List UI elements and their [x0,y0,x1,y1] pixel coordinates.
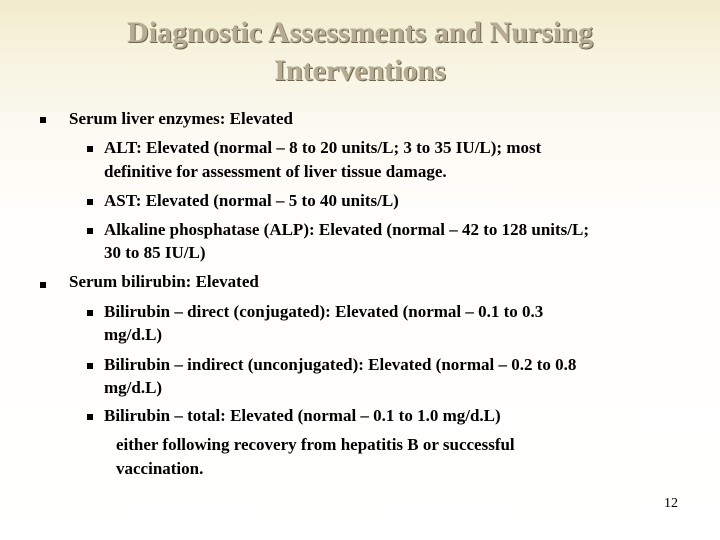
bullet-square-icon [87,310,93,316]
subitem-alt-line-2: definitive for assessment of liver tissue damage. [104,162,447,181]
bullet-square-icon [40,282,46,288]
bullet-item-liver-enzymes: Serum liver enzymes: Elevated [69,109,293,128]
bullet-square-icon [40,117,46,123]
page-number: 12 [664,496,678,511]
bullet-square-icon [87,146,93,152]
bullet-square-icon [87,414,93,420]
bullet-square-icon [87,228,93,234]
trailing-text-line-2: vaccination. [116,459,204,478]
subitem-indirect-line-2: mg/d.L) [104,378,163,397]
bullet-item-bilirubin: Serum bilirubin: Elevated [69,272,259,291]
bullet-square-icon [87,199,93,205]
subitem-direct-line-1: Bilirubin – direct (conjugated): Elevated (normal – 0.1 to 0.3 [104,302,544,321]
slide-title-line-2: Interventions [274,54,446,87]
subitem-direct-line-2: mg/d.L) [104,325,163,344]
subitem-total: Bilirubin – total: Elevated (normal – 0.1 to 1.0 mg/d.L) [104,406,501,425]
subitem-indirect-line-1: Bilirubin – indirect (unconjugated): Elevated (normal – 0.2 to 0.8 [104,355,577,374]
bullet-square-icon [87,363,93,369]
subitem-ast: AST: Elevated (normal – 5 to 40 units/L) [104,191,399,210]
subitem-alt-line-1: ALT: Elevated (normal – 8 to 20 units/L; 3 to 35 IU/L); most [104,138,542,157]
slide-title-line-1: Diagnostic Assessments and Nursing [127,16,593,49]
subitem-alp-line-1: Alkaline phosphatase (ALP): Elevated (normal – 42 to 128 units/L; [104,220,589,239]
trailing-text-line-1: either following recovery from hepatitis B or successful [116,435,515,454]
subitem-alp-line-2: 30 to 85 IU/L) [104,243,206,262]
